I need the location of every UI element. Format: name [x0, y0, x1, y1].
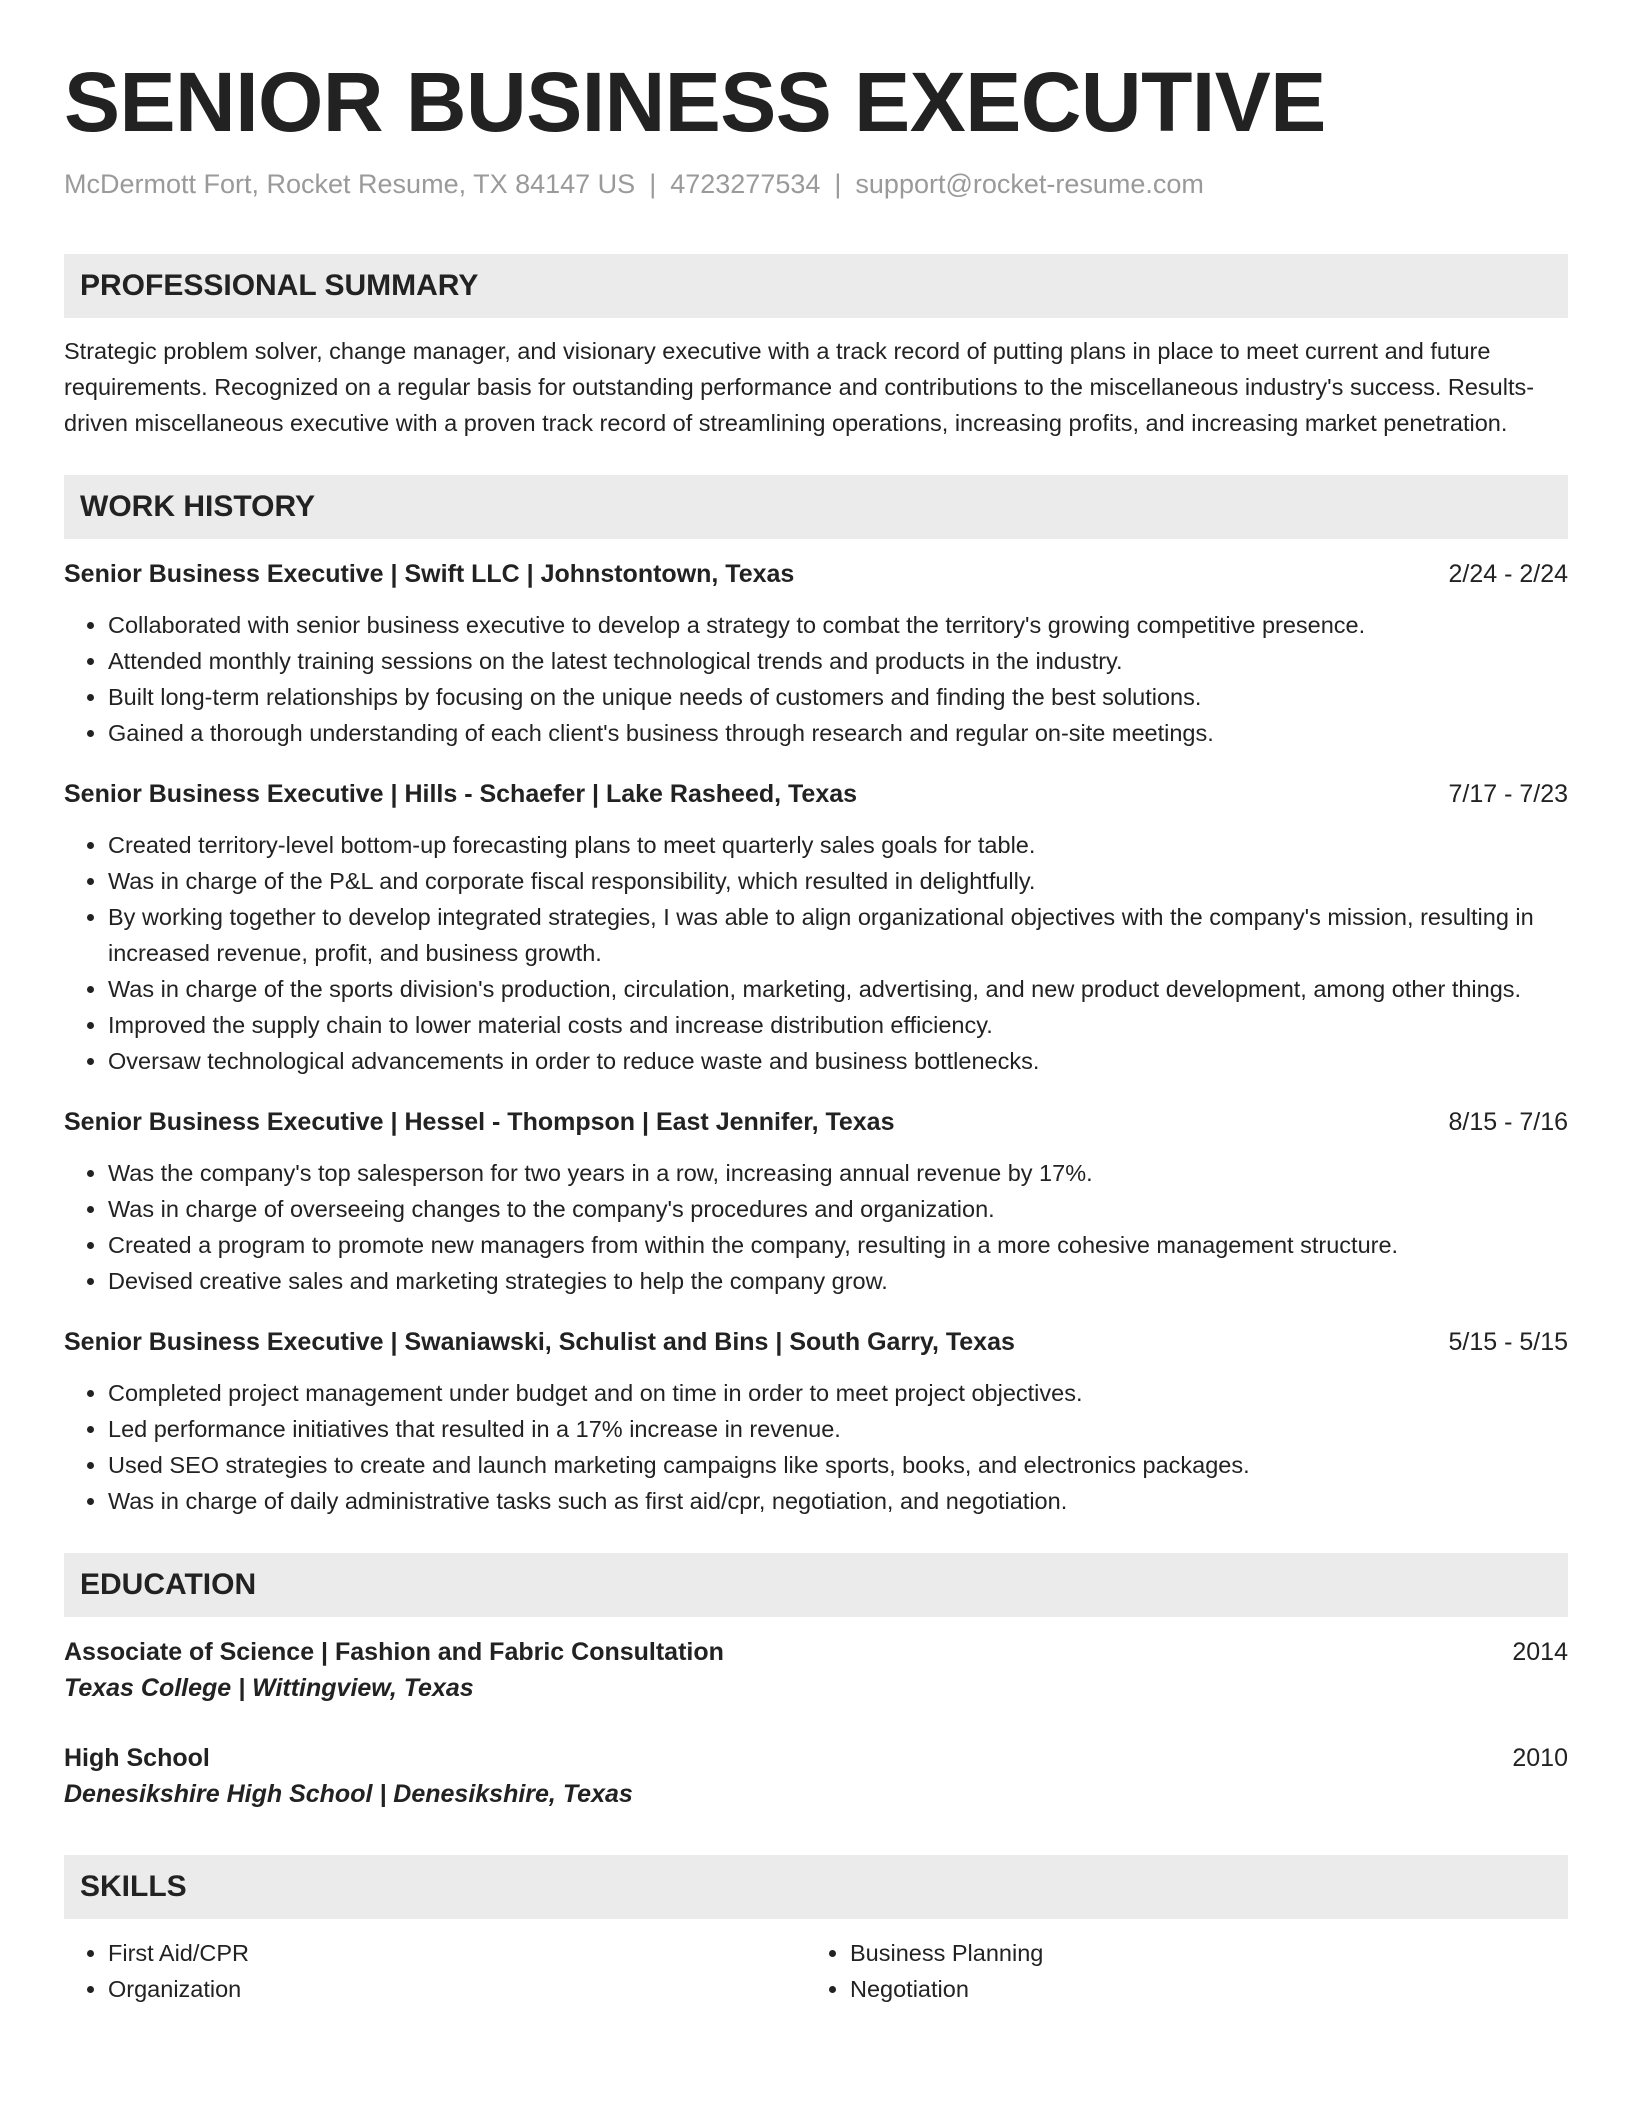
list-item: • Completed project management under budget and on time in order to meet project objectives. [108, 1375, 1568, 1411]
skills-column-right [806, 1935, 1548, 2007]
contact-line [64, 166, 1568, 202]
skills-column-left [64, 1935, 806, 2007]
education-entry [64, 1741, 1568, 1813]
job-bullets [64, 1155, 1568, 1299]
job-dates: 2/24 - 2/24 [1448, 560, 1568, 588]
list-item: • Built long-term relationships by focusing on the unique needs of customers and finding the best solutions. [108, 679, 1568, 715]
contact-phone: 4723277534 [670, 169, 821, 199]
job-header [64, 557, 1568, 591]
list-item: • By working together to develop integrated strategies, I was able to align organizational objectives with the company's mission, resulting in increased revenue, profit, and business growth. [108, 899, 1568, 971]
job-header [64, 1105, 1568, 1139]
job-bullets [64, 607, 1568, 751]
education-school: Texas College | Wittingview, Texas [64, 1674, 474, 1702]
education-degree: High School [64, 1744, 210, 1772]
job-dates: 5/15 - 5/15 [1448, 1328, 1568, 1356]
list-item: • Created a program to promote new managers from within the company, resulting in a more cohesive management structure. [108, 1227, 1568, 1263]
list-item: • Improved the supply chain to lower material costs and increase distribution efficiency. [108, 1007, 1568, 1043]
list-item: • Collaborated with senior business executive to develop a strategy to combat the territory's growing competitive presence. [108, 607, 1568, 643]
job-title: Senior Business Executive | Hills - Schaefer | Lake Rasheed, Texas [64, 780, 858, 808]
list-item: • Was in charge of overseeing changes to the company's procedures and organization. [108, 1191, 1568, 1227]
contact-separator: | [649, 169, 657, 199]
list-item: • Devised creative sales and marketing strategies to help the company grow. [108, 1263, 1568, 1299]
section-header-education: EDUCATION [64, 1553, 1568, 1617]
job-title: Senior Business Executive | Hessel - Thompson | East Jennifer, Texas [64, 1108, 895, 1136]
job-entry [64, 1105, 1568, 1299]
section-header-summary: PROFESSIONAL SUMMARY [64, 254, 1568, 318]
skill-item: • First Aid/CPR [108, 1935, 806, 1971]
list-item: • Was the company's top salesperson for two years in a row, increasing annual revenue by 17%. [108, 1155, 1568, 1191]
list-item: • Was in charge of daily administrative tasks such as first aid/cpr, negotiation, and negotiation. [108, 1483, 1568, 1519]
skill-item: • Organization [108, 1971, 806, 2007]
list-item: • Was in charge of the P&L and corporate fiscal responsibility, which resulted in delightfully. [108, 863, 1568, 899]
contact-email: support@rocket-resume.com [855, 169, 1204, 199]
list-item: • Led performance initiatives that resulted in a 17% increase in revenue. [108, 1411, 1568, 1447]
education-year: 2014 [1512, 1638, 1568, 1666]
education-year: 2010 [1512, 1744, 1568, 1772]
education-header [64, 1635, 1568, 1669]
education-header [64, 1741, 1568, 1775]
job-dates: 8/15 - 7/16 [1448, 1108, 1568, 1136]
education-entry [64, 1635, 1568, 1707]
section-header-work-history: WORK HISTORY [64, 475, 1568, 539]
job-header [64, 777, 1568, 811]
job-header [64, 1325, 1568, 1359]
list-item: • Oversaw technological advancements in order to reduce waste and business bottlenecks. [108, 1043, 1568, 1079]
job-entry [64, 557, 1568, 751]
job-title: Senior Business Executive | Swaniawski, Schulist and Bins | South Garry, Texas [64, 1328, 1015, 1356]
list-item: • Used SEO strategies to create and launch marketing campaigns like sports, books, and electronics packages. [108, 1447, 1568, 1483]
job-bullets [64, 827, 1568, 1079]
job-bullets [64, 1375, 1568, 1519]
education-school: Denesikshire High School | Denesikshire, Texas [64, 1780, 633, 1808]
list-item: • Gained a thorough understanding of each client's business through research and regular on-site meetings. [108, 715, 1568, 751]
list-item: • Created territory-level bottom-up forecasting plans to meet quarterly sales goals for table. [108, 827, 1568, 863]
summary-text: Strategic problem solver, change manager, and visionary executive with a track record of putting plans in place to meet current and future requirements. Recognized on a regular basis for outstanding performance and contributions to the miscellaneous industry's success. Results-driven miscellaneous executive with a proven track record of streamlining operations, increasing profits, and increasing market penetration. [64, 338, 1535, 436]
job-dates: 7/17 - 7/23 [1448, 780, 1568, 808]
list-item: • Attended monthly training sessions on the latest technological trends and products in the industry. [108, 643, 1568, 679]
job-entry [64, 777, 1568, 1079]
contact-separator: | [834, 169, 842, 199]
skills-list [64, 1935, 1568, 2007]
education-degree: Associate of Science | Fashion and Fabric Consultation [64, 1638, 724, 1666]
section-header-skills: SKILLS [64, 1855, 1568, 1919]
skill-item: • Negotiation [850, 1971, 1548, 2007]
job-entry [64, 1325, 1568, 1519]
contact-address: McDermott Fort, Rocket Resume, TX 84147 US [64, 169, 636, 199]
job-title: Senior Business Executive | Swift LLC | Johnstontown, Texas [64, 560, 795, 588]
list-item: • Was in charge of the sports division's production, circulation, marketing, advertising, and new product development, among other things. [108, 971, 1568, 1007]
page-title: SENIOR BUSINESS EXECUTIVE [64, 55, 1326, 149]
skill-item: • Business Planning [850, 1935, 1548, 1971]
